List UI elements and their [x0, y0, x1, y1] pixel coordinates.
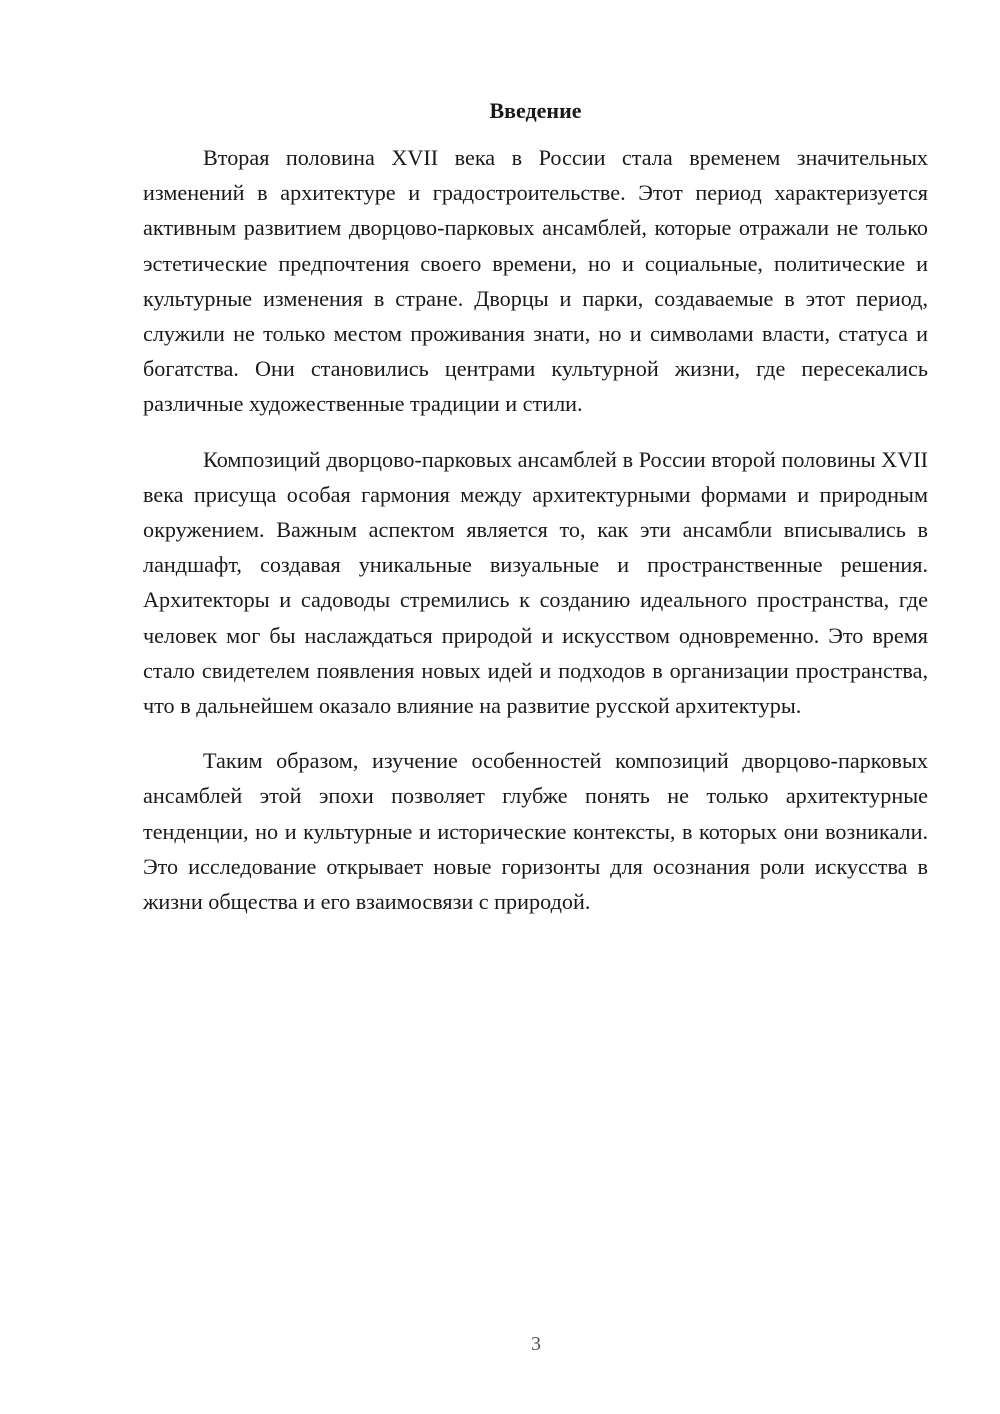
section-title: Введение [489, 98, 582, 123]
page-content [143, 96, 928, 939]
page-number: 3 [531, 1333, 541, 1355]
paragraph-2: Композиций дворцово-парковых ансамблей в России второй половины XVII века присуща особая гармония между архитектурными формами и природным окружением. Важным аспектом является то, как эти ансамбли вписывались в ландшафт, создавая уникальные визуальные и пространственные решения. Архитекторы и садоводы стремились к созданию идеального пространства, где человек мог бы наслаждаться природой и искусством одновременно. Это время стало свидетелем появления новых идей и подходов в организации пространства, что в дальнейшем оказало влияние на развитие русской архитектуры. [143, 446, 928, 719]
paragraph-3: Таким образом, изучение особенностей композиций дворцово-парковых ансамблей этой эпохи позволяет глубже понять не только архитектурные тенденции, но и культурные и исторические контексты, в которых они возникали. Это исследование открывает новые горизонты для осознания роли искусства в жизни общества и его взаимосвязи с природой. [143, 748, 928, 915]
paragraph-1: Вторая половина XVII века в России стала временем значительных изменений в архитектуре и градостроительстве. Этот период характеризуется активным развитием дворцово-парковых ансамблей, которые отражали не только эстетические предпочтения своего времени, но и социальные, политические и культурные изменения в стране. Дворцы и парки, создаваемые в этот период, служили не только местом проживания знати, но и символами власти, статуса и богатства. Они становились центрами культурной жизни, где пересекались различные художественные традиции и стили. [143, 145, 928, 417]
